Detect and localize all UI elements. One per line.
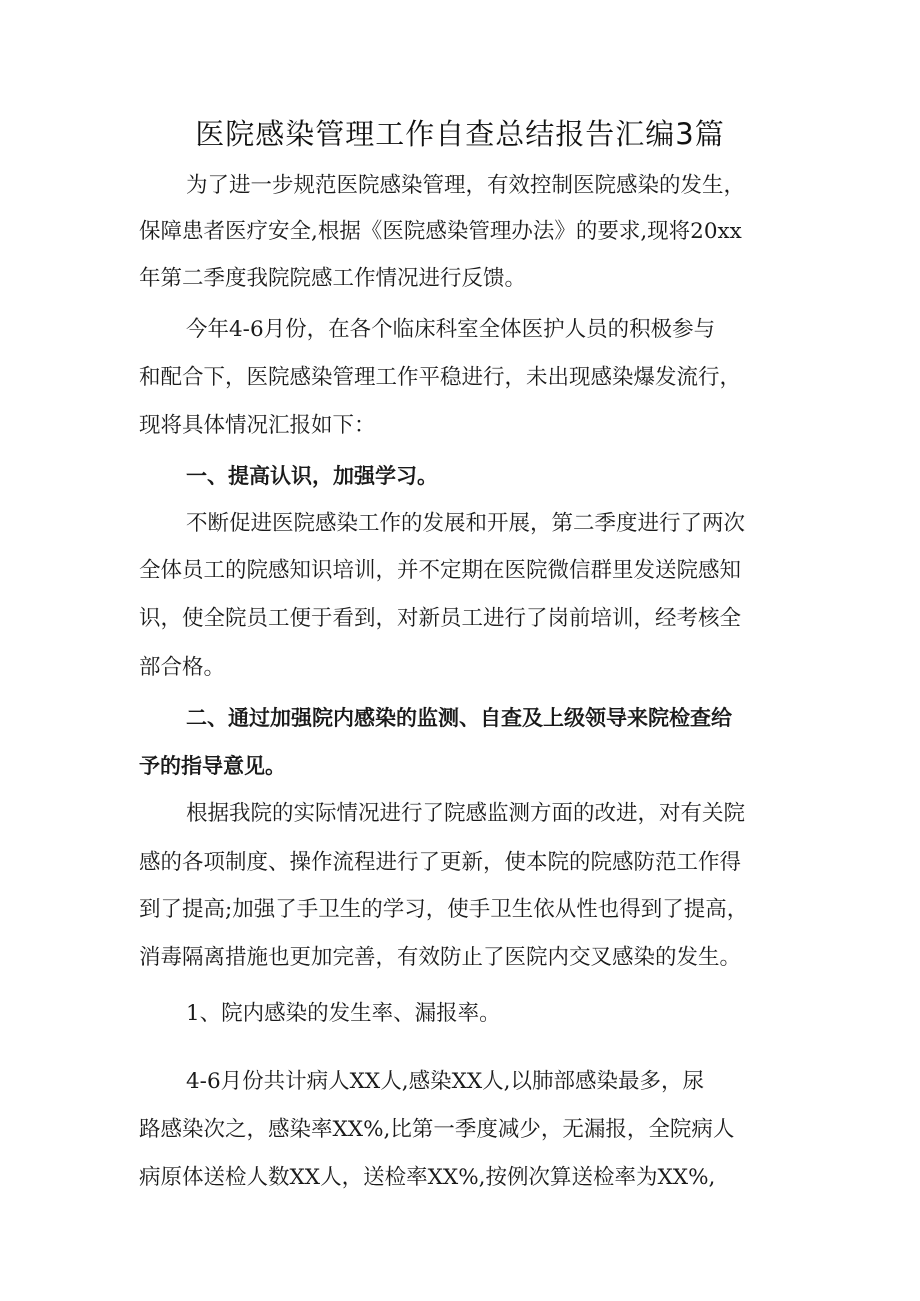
paragraph-4-line-1: 根据我院的实际情况进行了院感监测方面的改进，对有关院	[186, 801, 746, 826]
paragraph-3-line-1: 不断促进医院感染工作的发展和开展，第二季度进行了两次	[186, 511, 746, 536]
paragraph-2-line-1: 今年4-6月份，在各个临床科室全体医护人员的积极参与	[186, 317, 716, 342]
paragraph-4-line-4: 消毒隔离措施也更加完善，有效防止了医院内交叉感染的发生。	[139, 945, 742, 970]
document-title: 医院感染管理工作自查总结报告汇编3篇	[195, 117, 725, 151]
paragraph-3-line-3: 识，使全院员工便于看到，对新员工进行了岗前培训，经考核全	[139, 606, 742, 631]
paragraph-1-line-3: 年第二季度我院院感工作情况进行反馈。	[139, 266, 527, 291]
section-heading-2-line-1: 二、通过加强院内感染的监测、自查及上级领导来院检查给	[186, 706, 732, 730]
paragraph-3-line-4: 部合格。	[139, 655, 226, 680]
paragraph-1-line-2: 保障患者医疗安全,根据《医院感染管理办法》的要求,现将20xx	[139, 219, 742, 244]
paragraph-2-line-3: 现将具体情况汇报如下：	[139, 413, 376, 438]
paragraph-5-line-2: 路感染次之，感染率XX%,比第一季度减少，无漏报，全院病人	[139, 1117, 735, 1142]
section-heading-2-line-2: 予的指导意见。	[139, 754, 286, 778]
paragraph-4-line-2: 感的各项制度、操作流程进行了更新，使本院的院感防范工作得	[139, 850, 742, 875]
section-heading-1: 一、提高认识，加强学习。	[186, 464, 438, 488]
paragraph-3-line-2: 全体员工的院感知识培训，并不定期在医院微信群里发送院感知	[139, 558, 742, 583]
paragraph-4-line-3: 到了提高;加强了手卫生的学习，使手卫生依从性也得到了提高，	[139, 897, 749, 922]
paragraph-5-line-1: 4-6月份共计病人XX人,感染XX人,以肺部感染最多，尿	[186, 1069, 705, 1094]
list-item-1: 1、院内感染的发生率、漏报率。	[186, 1001, 501, 1026]
paragraph-2-line-2: 和配合下，医院感染管理工作平稳进行，未出现感染爆发流行，	[139, 365, 742, 390]
paragraph-1-line-1: 为了进一步规范医院感染管理，有效控制医院感染的发生，	[186, 173, 746, 198]
paragraph-5-line-3: 病原体送检人数XX人，送检率XX%,按例次算送检率为XX%,	[139, 1165, 716, 1190]
